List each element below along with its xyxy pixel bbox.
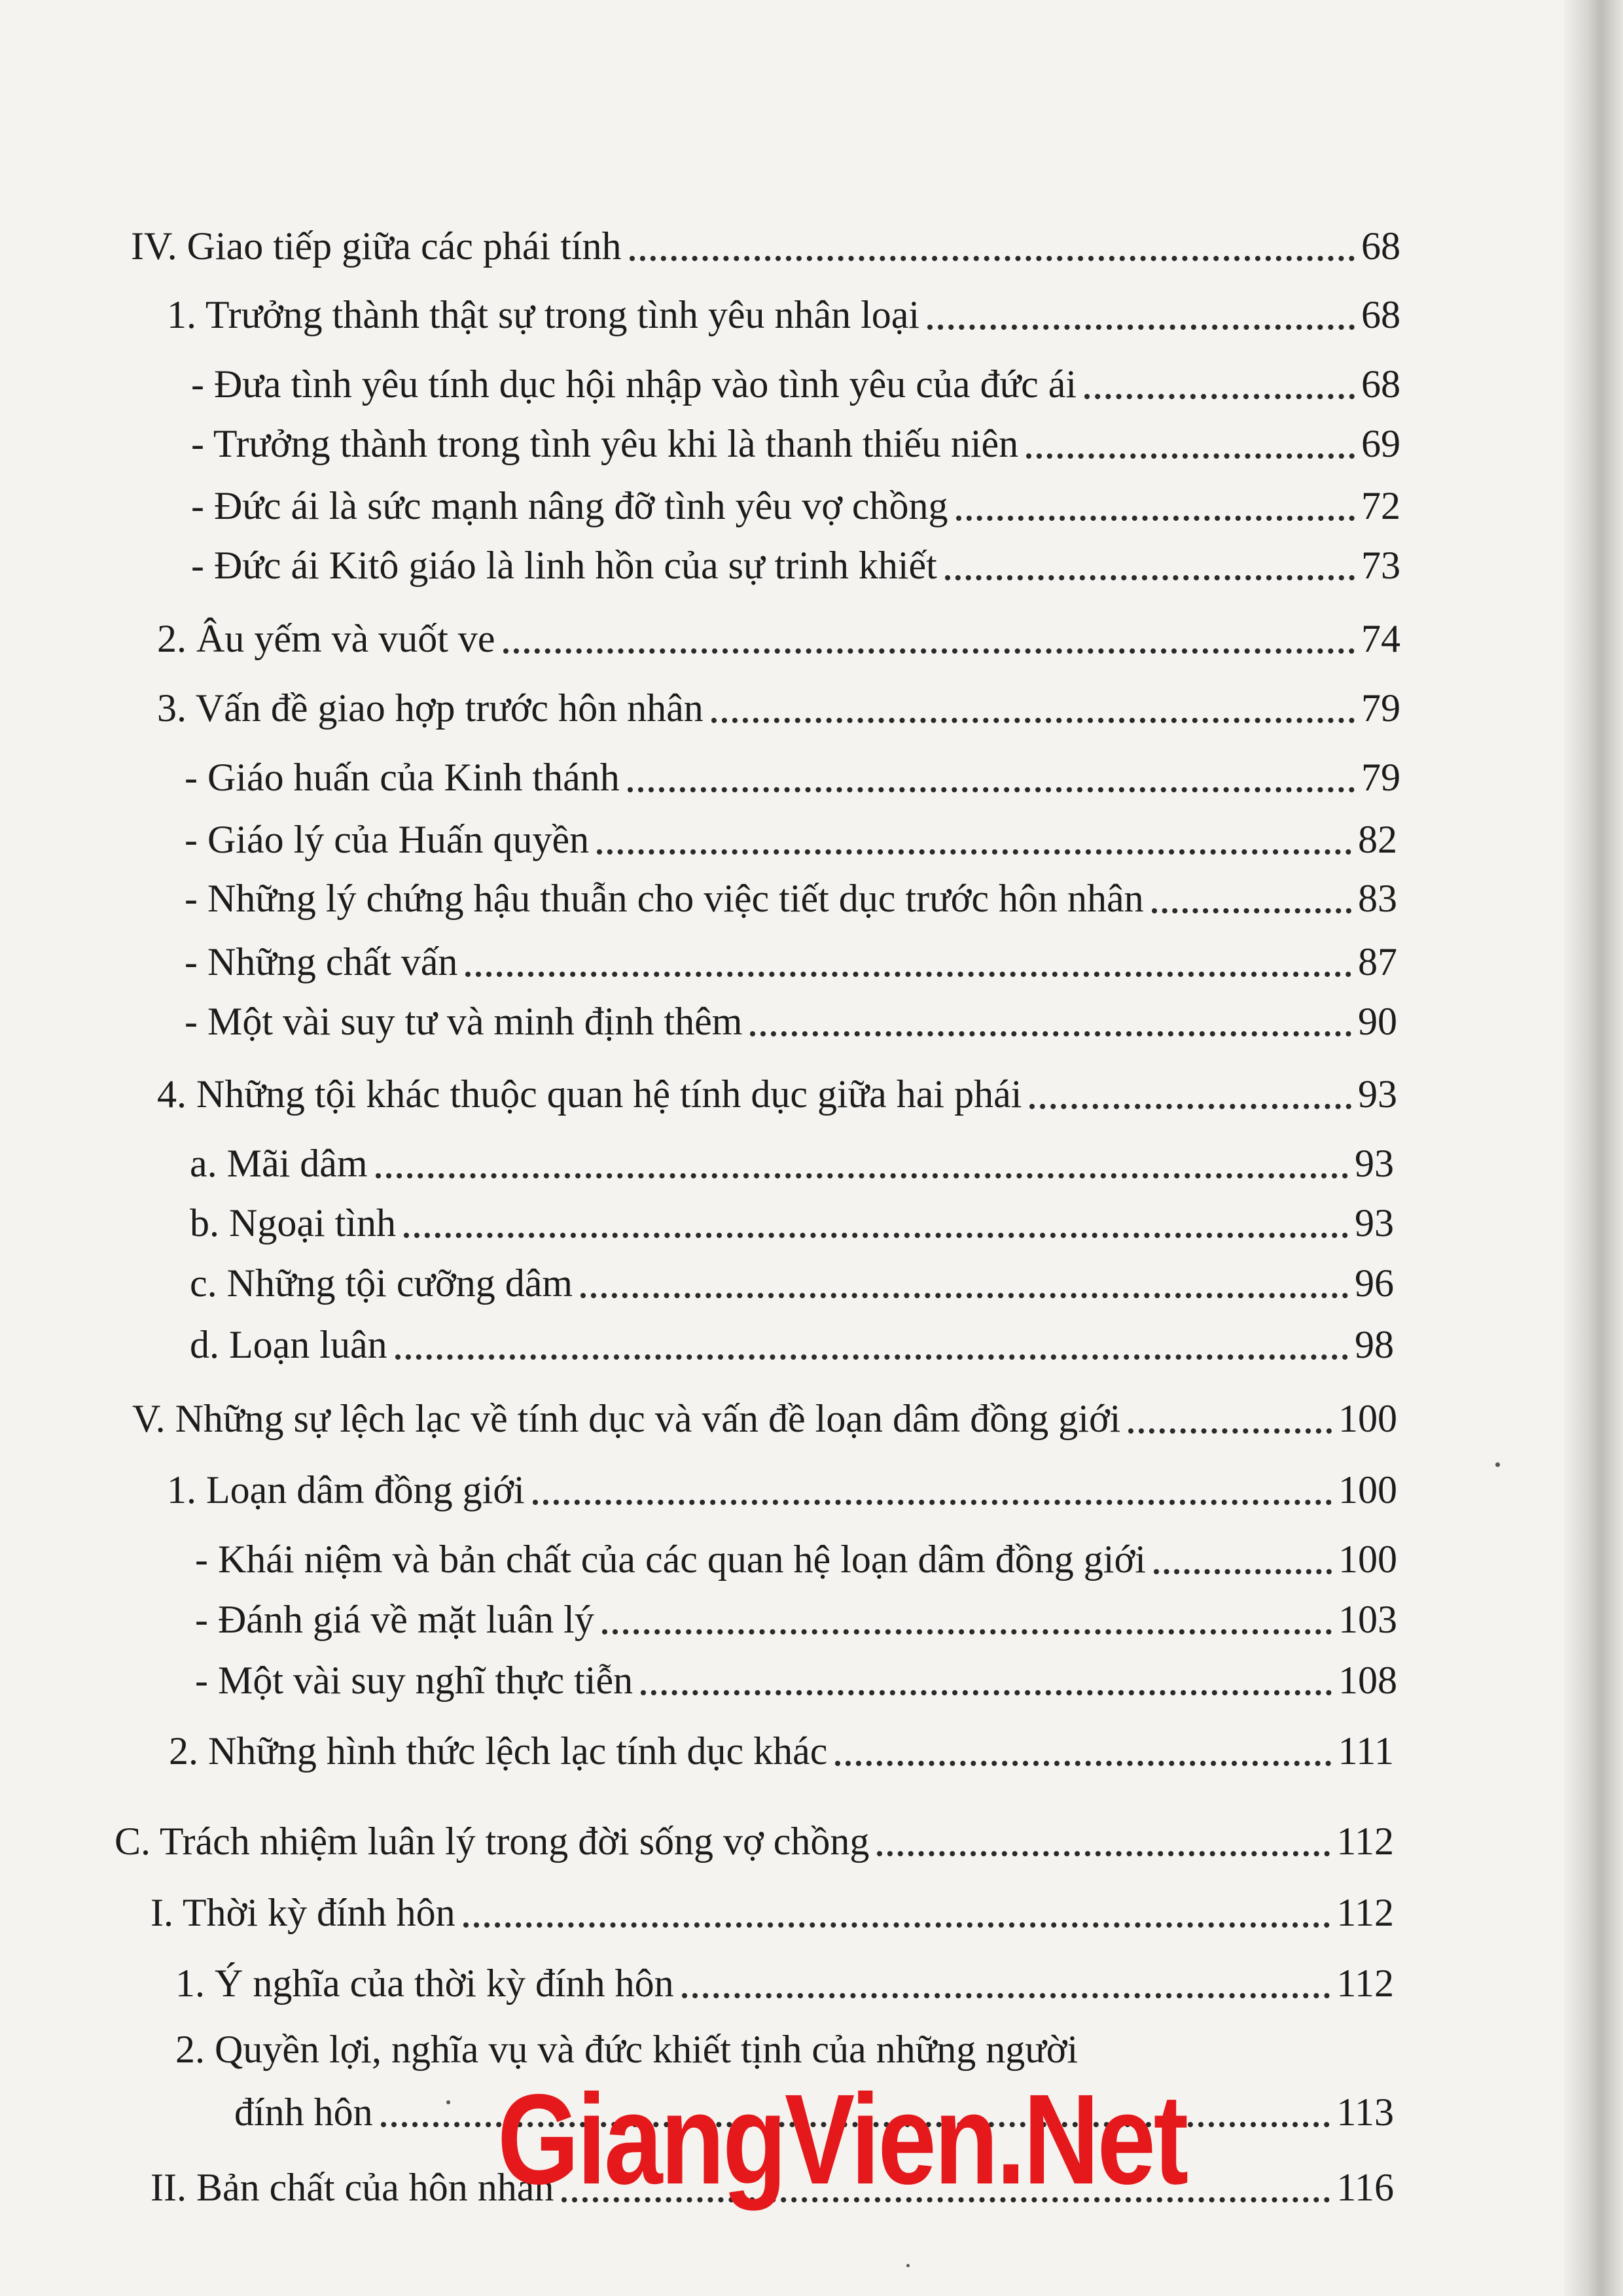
toc-entry bbox=[190, 1258, 1394, 1308]
toc-entry bbox=[185, 752, 1400, 802]
toc-entry-page: 100 bbox=[1338, 1397, 1397, 1440]
toc-entry-page: 68 bbox=[1361, 362, 1400, 406]
toc-entry-page: 100 bbox=[1338, 1538, 1397, 1581]
toc-entry-label: IV. Giao tiếp giữa các phái tính bbox=[131, 224, 622, 268]
toc-entry-page: 111 bbox=[1338, 1729, 1394, 1773]
toc-entry-label: - Những lý chứng hậu thuẫn cho việc tiết dục trước hôn nhân bbox=[185, 877, 1144, 920]
toc-entry-label: 2. Âu yếm và vuốt ve bbox=[157, 617, 495, 660]
toc-entry bbox=[195, 1534, 1397, 1584]
toc-entry-page: 112 bbox=[1336, 1820, 1394, 1863]
dot-leader bbox=[503, 629, 1355, 654]
toc-entry bbox=[169, 1726, 1394, 1776]
dot-leader bbox=[750, 1012, 1351, 1036]
dot-leader bbox=[1152, 889, 1351, 913]
toc-entry bbox=[190, 1198, 1394, 1248]
dot-leader bbox=[927, 305, 1355, 330]
dot-leader bbox=[597, 830, 1351, 855]
toc-entry-label: đính hôn bbox=[234, 2091, 373, 2134]
toc-entry-page: 116 bbox=[1336, 2166, 1394, 2209]
toc-entry-page: 112 bbox=[1336, 1891, 1394, 1934]
toc-entry bbox=[191, 359, 1400, 409]
dot-leader bbox=[835, 1741, 1331, 1766]
toc-entry-page: 96 bbox=[1355, 1262, 1394, 1305]
scan-speck bbox=[906, 2264, 910, 2267]
toc-entry-label: - Khái niệm và bản chất của các quan hệ loạn dâm đồng giới bbox=[195, 1538, 1146, 1581]
toc-entry-page: 98 bbox=[1355, 1323, 1394, 1366]
toc-entry-page: 90 bbox=[1358, 1000, 1397, 1043]
toc-entry bbox=[190, 1139, 1394, 1188]
toc-entry bbox=[132, 1394, 1397, 1443]
toc-entry-label: - Giáo huấn của Kinh thánh bbox=[185, 756, 620, 799]
toc-entry-page: 83 bbox=[1358, 877, 1397, 920]
dot-leader bbox=[630, 236, 1355, 261]
toc-entry-label: 1. Ý nghĩa của thời kỳ đính hôn bbox=[175, 1962, 674, 2005]
toc-entry-label: - Đức ái Kitô giáo là linh hồn của sự trinh khiết bbox=[191, 544, 937, 587]
toc-entry-page: 68 bbox=[1361, 224, 1400, 268]
scan-speck bbox=[446, 2100, 450, 2104]
toc-entry-label: - Một vài suy nghĩ thực tiễn bbox=[195, 1659, 633, 1702]
toc-entry bbox=[115, 1816, 1394, 1866]
dot-leader bbox=[463, 1903, 1330, 1928]
toc-entry-page: 72 bbox=[1361, 484, 1400, 527]
watermark-logo: GiangVien.Net bbox=[497, 2068, 1186, 2211]
toc-entry-page: 108 bbox=[1338, 1659, 1397, 1702]
toc-entry-page: 79 bbox=[1361, 756, 1400, 799]
dot-leader bbox=[877, 1831, 1330, 1856]
toc-entry-label: b. Ngoại tình bbox=[190, 1201, 396, 1245]
toc-entry-page: 79 bbox=[1361, 686, 1400, 730]
toc-entry-page: 113 bbox=[1336, 2091, 1394, 2134]
toc-entry-label: - Giáo lý của Huấn quyền bbox=[185, 818, 590, 861]
dot-leader bbox=[641, 1670, 1332, 1695]
toc-entry bbox=[151, 1888, 1394, 1937]
dot-leader bbox=[376, 1154, 1348, 1178]
toc-entry-label: a. Mãi dâm bbox=[190, 1142, 368, 1185]
dot-leader bbox=[465, 952, 1351, 977]
dot-leader bbox=[1128, 1409, 1332, 1434]
dot-leader bbox=[1029, 1084, 1351, 1109]
toc-entry bbox=[191, 419, 1400, 468]
toc-entry bbox=[157, 683, 1400, 733]
toc-entry bbox=[167, 290, 1400, 340]
toc-entry bbox=[185, 937, 1397, 987]
toc-entry bbox=[195, 1595, 1397, 1644]
toc-entry-label: II. Bản chất của hôn nhân bbox=[151, 2166, 554, 2209]
toc-entry-page: 112 bbox=[1336, 1962, 1394, 2005]
toc-entry bbox=[157, 1069, 1397, 1119]
toc-entry-page: 93 bbox=[1355, 1142, 1394, 1185]
toc-entry-label: c. Những tội cưỡng dâm bbox=[190, 1262, 573, 1305]
toc-entry-label: d. Loạn luân bbox=[190, 1323, 387, 1366]
toc-entry-label: - Một vài suy tư và minh định thêm bbox=[185, 1000, 743, 1043]
toc-entry-label: C. Trách nhiệm luân lý trong đời sống vợ chồng bbox=[115, 1820, 870, 1863]
toc-entry-label: - Những chất vấn bbox=[185, 940, 458, 983]
toc-entry-page: 93 bbox=[1358, 1072, 1397, 1116]
toc-entry bbox=[185, 874, 1397, 923]
dot-leader bbox=[395, 1335, 1348, 1360]
toc-entry-page: 74 bbox=[1361, 617, 1400, 660]
toc-entry-label: 3. Vấn đề giao hợp trước hôn nhân bbox=[157, 686, 704, 730]
toc-entry-label: 2. Những hình thức lệch lạc tính dục khác bbox=[169, 1729, 828, 1773]
toc-entry bbox=[190, 1320, 1394, 1369]
dot-leader bbox=[628, 768, 1355, 792]
toc-entry bbox=[191, 481, 1400, 531]
toc-entry bbox=[131, 221, 1400, 271]
toc-entry-label: - Đánh giá về mặt luân lý bbox=[195, 1598, 594, 1641]
dot-leader bbox=[956, 496, 1355, 521]
toc-entry bbox=[195, 1655, 1397, 1705]
toc-entry bbox=[157, 614, 1400, 663]
toc-entry-label: V. Những sự lệch lạc về tính dục và vấn đề loạn dâm đồng giới bbox=[132, 1397, 1121, 1440]
toc-entry-label: 1. Loạn dâm đồng giới bbox=[167, 1468, 525, 1511]
dot-leader bbox=[533, 1480, 1332, 1505]
toc-entry-page: 103 bbox=[1338, 1598, 1397, 1641]
toc-entry-page: 69 bbox=[1361, 422, 1400, 465]
dot-leader bbox=[682, 1973, 1330, 1998]
toc-entry-label: 2. Quyền lợi, nghĩa vụ và đức khiết tịnh của những người bbox=[175, 2028, 1079, 2071]
dot-leader bbox=[404, 1213, 1348, 1238]
scan-speck bbox=[1495, 1462, 1500, 1467]
dot-leader bbox=[1026, 434, 1355, 459]
dot-leader bbox=[1084, 374, 1355, 399]
dot-leader bbox=[580, 1273, 1348, 1298]
toc-entry-page: 68 bbox=[1361, 293, 1400, 336]
toc-entry-label: 1. Trưởng thành thật sự trong tình yêu nhân loại bbox=[167, 293, 920, 336]
toc-entry-label: - Trưởng thành trong tình yêu khi là thanh thiếu niên bbox=[191, 422, 1019, 465]
toc-entry bbox=[185, 997, 1397, 1046]
toc-entry-label: I. Thời kỳ đính hôn bbox=[151, 1891, 455, 1934]
toc-entry-page: 87 bbox=[1358, 940, 1397, 983]
toc-entry-label: - Đức ái là sức mạnh nâng đỡ tình yêu vợ chồng bbox=[191, 484, 948, 527]
toc-entry-page: 82 bbox=[1358, 818, 1397, 861]
toc-entry bbox=[191, 540, 1400, 590]
dot-leader bbox=[1154, 1549, 1332, 1574]
dot-leader bbox=[711, 698, 1355, 723]
toc-entry-page: 93 bbox=[1355, 1201, 1394, 1245]
dot-leader bbox=[602, 1610, 1332, 1634]
toc-entry-label: - Đưa tình yêu tính dục hội nhập vào tình yêu của đức ái bbox=[191, 362, 1077, 406]
toc-entry bbox=[167, 1465, 1397, 1515]
toc-entry-page: 73 bbox=[1361, 544, 1400, 587]
toc-entry-page: 100 bbox=[1338, 1468, 1397, 1511]
toc-entry bbox=[175, 1958, 1394, 2008]
dot-leader bbox=[945, 556, 1355, 580]
toc-entry bbox=[185, 815, 1397, 864]
toc-entry-label: 4. Những tội khác thuộc quan hệ tính dục giữa hai phái bbox=[157, 1072, 1022, 1116]
